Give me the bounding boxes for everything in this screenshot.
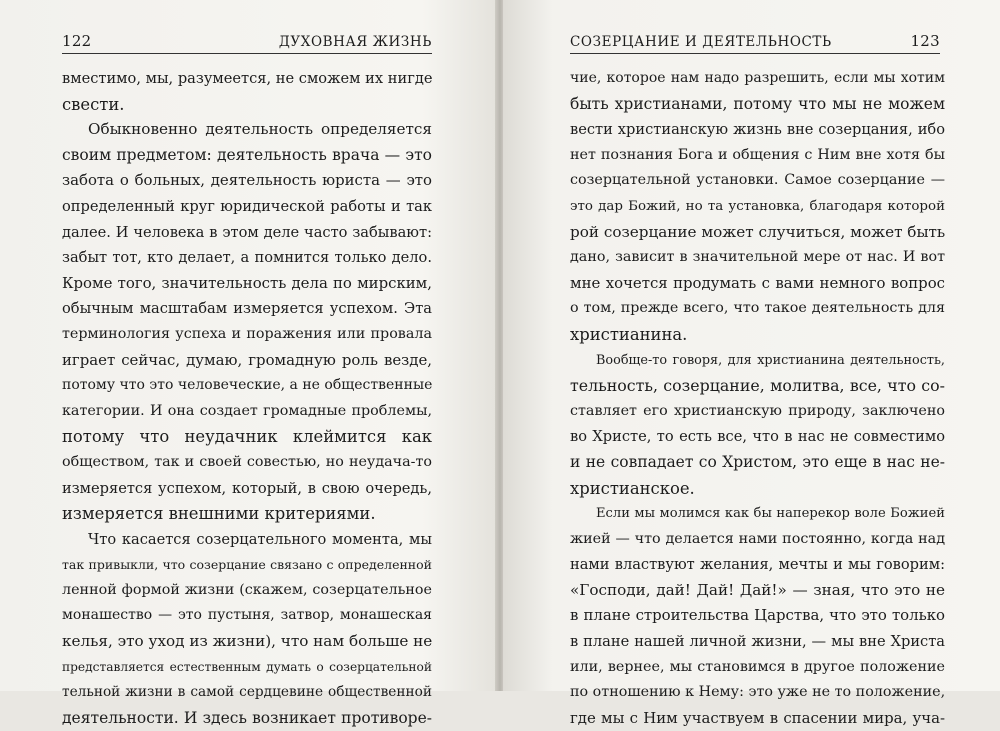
running-head: ДУХОВНАЯ ЖИЗНЬ [278,34,432,50]
text-line: это дар Божий, но та установка, благодаря которой [570,198,945,214]
right-page [503,0,1000,727]
text-line: нами властвуют желания, мечты и мы говорим: [570,556,945,574]
text-line: Что касается созерцательного момента, мы [88,530,432,548]
text-line: Вообще-то говоря, для христианина деятельность, [596,352,945,368]
text-line: обычным масштабам измеряется успехом. Эта [62,300,432,318]
text-line: тельность, созерцание, молитва, все, что со- [570,376,945,396]
text-line: быть христианами, потому что мы не можем [570,94,945,113]
text-line: Обыкновенно деятельность определяется [88,120,432,139]
text-line: измеряется успехом, который, в свою очередь, [62,479,432,497]
text-line: категории. И она создает громадные проблемы, [62,402,432,419]
text-line: жией — что делается нами постоянно, когда над [570,530,945,547]
text-line: Кроме того, значительность дела по мирским, [62,273,432,292]
text-line: далее. И человека в этом деле часто забывают: [62,223,432,241]
text-line: вместимо, мы, разумеется, не сможем их нигде [62,70,433,87]
text-line: в плане строительства Царства, что это только [570,606,945,625]
text-line: определенный круг юридической работы и так [62,197,432,215]
text-line: мне хочется продумать с вами немного вопрос [570,273,945,292]
text-line: тельной жизни в самой сердцевине общественной [62,684,432,701]
text-line: рой созерцание может случиться, может быть [570,222,946,241]
text-line: монашество — это пустыня, затвор, монашеская [62,607,432,624]
left-page [0,0,497,727]
text-line: забота о больных, деятельность юриста — это [62,171,432,190]
text-line: играет сейчас, думаю, громадную роль везде, [62,350,432,369]
right-page-text [570,66,945,731]
text-line: потому что неудачник клеймится как [62,427,432,447]
page-number: 123 [910,32,940,50]
left-page-header [62,22,432,54]
text-line: деятельности. И здесь возникает противоре- [62,708,432,727]
text-line: христианское. [570,478,695,498]
page-number: 122 [62,32,92,50]
text-line: своим предметом: деятельность врача — это [62,145,432,164]
text-line: где мы с Ним участвуем в спасении мира, уча- [570,708,945,727]
text-line: в плане нашей личной жизни, — мы вне Христа [570,633,945,651]
text-line: Если мы молимся как бы наперекор воле Божией [596,506,945,522]
text-line: дано, зависит в значительной мере от нас. И вот [570,249,945,266]
text-line: или, вернее, мы становимся в другое положение [570,658,945,675]
text-line: келья, это уход из жизни), что нам больше не [62,632,433,651]
text-line: и не совпадает со Христом, это еще в нас не- [570,452,945,471]
text-line: созерцательной установки. Самое созерцание — [570,172,945,189]
text-line: чие, которое нам надо разрешить, если мы хотим [570,70,945,86]
left-page-text [62,66,432,731]
right-page-header [570,22,940,54]
text-line: терминология успеха и поражения или провала [62,325,432,342]
text-line: о том, прежде всего, что такое деятельность для [570,300,945,317]
text-line: ленной формой жизни (скажем, созерцательное [62,581,432,598]
text-line: «Господи, дай! Дай! Дай!» — зная, что это не [570,580,945,599]
text-line: измеряется внешними критериями. [62,504,376,524]
text-line: потому что это человеческие, а не общественные [62,377,433,394]
text-line: ставляет его христианскую природу, заключено [570,402,945,419]
text-line: вести христианскую жизнь вне созерцания, ибо [570,121,945,139]
text-line: по отношению к Нему: это уже не то положение, [570,684,946,701]
text-line: обществом, так и своей совестью, но неудача-то [62,453,432,470]
text-line: свести. [62,94,125,114]
text-line: христианина. [570,324,688,344]
text-line: представляется естественным думать о созерцательной [62,659,432,674]
text-line: забыт тот, кто делает, а помнится только дело. [62,249,432,267]
text-line: во Христе, то есть все, что в нас не совместимо [570,428,945,446]
text-line: нет познания Бога и общения с Ним вне хотя бы [570,146,945,163]
text-line: так привыкли, что созерцание связано с определенной [62,557,432,573]
running-head: СОЗЕРЦАНИЕ И ДЕЯТЕЛЬНОСТЬ [570,34,832,50]
